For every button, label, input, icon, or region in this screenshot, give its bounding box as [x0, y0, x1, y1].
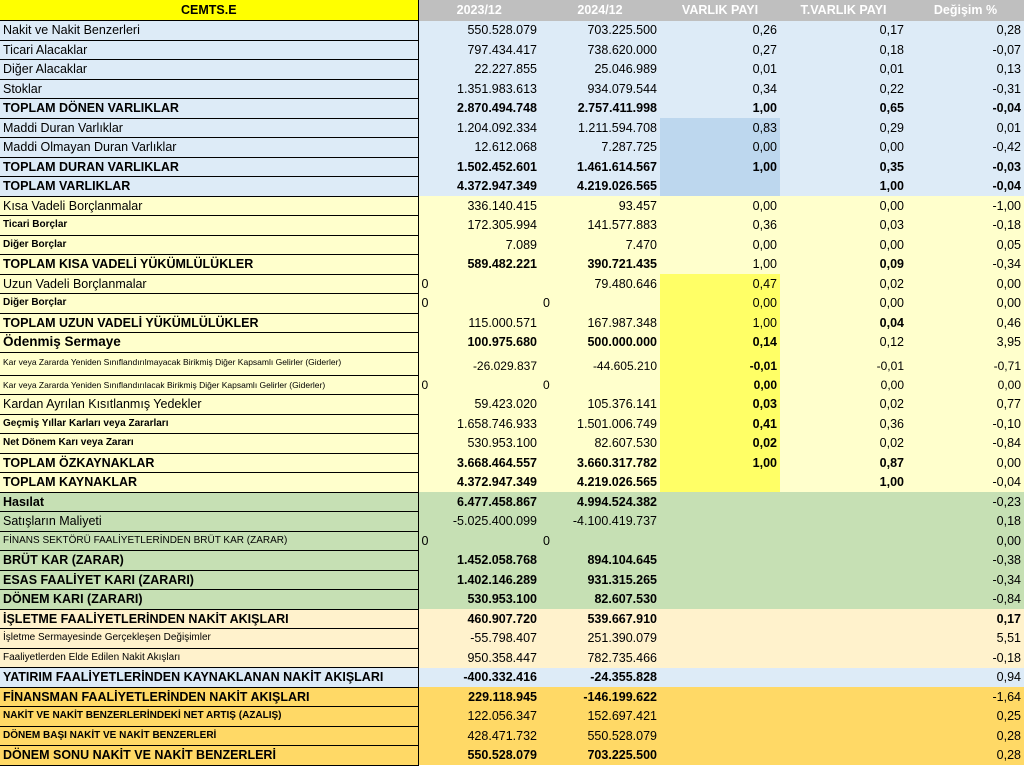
degisim[interactable]: -0,07 [907, 40, 1024, 60]
row-label[interactable]: Satışların Maliyeti [0, 512, 418, 532]
t-varlik-payi[interactable]: -0,01 [780, 352, 907, 375]
degisim[interactable]: -0,38 [907, 551, 1024, 571]
t-varlik-payi[interactable]: 0,22 [780, 79, 907, 99]
t-varlik-payi[interactable]: 0,36 [780, 414, 907, 434]
varlik-payi[interactable]: 0,36 [660, 216, 780, 236]
value-2023[interactable]: 0 [418, 375, 540, 395]
row-label[interactable]: Faaliyetlerden Elde Edilen Nakit Akışları [0, 648, 418, 668]
value-2023[interactable]: -55.798.407 [418, 629, 540, 649]
value-2023[interactable]: -26.029.837 [418, 352, 540, 375]
value-2024[interactable]: -4.100.419.737 [540, 512, 660, 532]
row-label[interactable]: TOPLAM ÖZKAYNAKLAR [0, 453, 418, 473]
degisim[interactable]: -0,04 [907, 177, 1024, 197]
t-varlik-payi[interactable]: 0,35 [780, 157, 907, 177]
row-label[interactable]: TOPLAM DURAN VARLIKLAR [0, 157, 418, 177]
varlik-payi[interactable] [660, 648, 780, 668]
t-varlik-payi[interactable] [780, 512, 907, 532]
table-row [0, 512, 1024, 532]
t-varlik-payi[interactable] [780, 746, 907, 766]
table-row [0, 687, 1024, 707]
value-2024[interactable]: 7.470 [540, 235, 660, 255]
value-2023[interactable]: 336.140.415 [418, 196, 540, 216]
degisim[interactable]: 3,95 [907, 333, 1024, 353]
varlik-payi[interactable] [660, 746, 780, 766]
t-varlik-payi[interactable]: 0,01 [780, 60, 907, 80]
row-label[interactable]: Diğer Alacaklar [0, 60, 418, 80]
value-2023[interactable]: 3.668.464.557 [418, 453, 540, 473]
degisim[interactable]: -0,18 [907, 216, 1024, 236]
value-2024[interactable]: 2.757.411.998 [540, 99, 660, 119]
degisim[interactable]: 0,00 [907, 453, 1024, 473]
value-2023[interactable]: 428.471.732 [418, 726, 540, 746]
t-varlik-payi[interactable]: 0,00 [780, 235, 907, 255]
row-label[interactable]: TOPLAM UZUN VADELİ YÜKÜMLÜLÜKLER [0, 313, 418, 333]
varlik-payi[interactable] [660, 473, 780, 493]
table-row [0, 726, 1024, 746]
value-2024[interactable]: -24.355.828 [540, 668, 660, 688]
t-varlik-payi[interactable]: 0,00 [780, 375, 907, 395]
table-row [0, 609, 1024, 629]
value-2024[interactable]: -44.605.210 [540, 352, 660, 375]
degisim[interactable]: -0,23 [907, 492, 1024, 512]
degisim[interactable]: 0,05 [907, 235, 1024, 255]
table-row [0, 648, 1024, 668]
table-row [0, 313, 1024, 333]
table-row [0, 294, 1024, 314]
value-2024[interactable]: 3.660.317.782 [540, 453, 660, 473]
degisim[interactable]: -0,10 [907, 414, 1024, 434]
value-2023[interactable]: 460.907.720 [418, 609, 540, 629]
row-label[interactable]: Nakit ve Nakit Benzerleri [0, 21, 418, 41]
value-2023[interactable]: 1.351.983.613 [418, 79, 540, 99]
value-2023[interactable]: 530.953.100 [418, 590, 540, 610]
value-2024[interactable]: 1.501.006.749 [540, 414, 660, 434]
value-2024[interactable]: 93.457 [540, 196, 660, 216]
degisim[interactable]: -0,84 [907, 434, 1024, 454]
t-varlik-payi[interactable]: 0,04 [780, 313, 907, 333]
varlik-payi[interactable]: 0,27 [660, 40, 780, 60]
table-row [0, 414, 1024, 434]
degisim[interactable]: -0,34 [907, 255, 1024, 275]
varlik-payi[interactable]: 1,00 [660, 255, 780, 275]
value-2024[interactable]: 167.987.348 [540, 313, 660, 333]
varlik-payi[interactable]: 0,34 [660, 79, 780, 99]
degisim[interactable]: 0,46 [907, 313, 1024, 333]
degisim[interactable]: 0,00 [907, 531, 1024, 551]
table-row [0, 434, 1024, 454]
value-2023[interactable]: 229.118.945 [418, 687, 540, 707]
value-2024[interactable]: 550.528.079 [540, 726, 660, 746]
t-varlik-payi[interactable]: 0,65 [780, 99, 907, 119]
table-row [0, 196, 1024, 216]
value-2023[interactable]: 1.402.146.289 [418, 570, 540, 590]
table-row [0, 274, 1024, 294]
t-varlik-payi[interactable] [780, 609, 907, 629]
t-varlik-payi[interactable]: 0,02 [780, 274, 907, 294]
degisim[interactable]: -0,31 [907, 79, 1024, 99]
varlik-payi[interactable]: 0,03 [660, 395, 780, 415]
varlik-payi[interactable]: -0,01 [660, 352, 780, 375]
t-varlik-payi[interactable] [780, 570, 907, 590]
value-2023[interactable]: -5.025.400.099 [418, 512, 540, 532]
table-row [0, 60, 1024, 80]
table-row [0, 79, 1024, 99]
varlik-payi[interactable] [660, 590, 780, 610]
table-row [0, 453, 1024, 473]
value-2024[interactable]: 1.461.614.567 [540, 157, 660, 177]
row-label[interactable]: FİNANSMAN FAALİYETLERİNDEN NAKİT AKIŞLARI [0, 687, 418, 707]
row-label[interactable]: FİNANS SEKTÖRÜ FAALİYETLERİNDEN BRÜT KAR (ZARAR) [0, 531, 418, 551]
row-label[interactable]: BRÜT KAR (ZARAR) [0, 551, 418, 571]
value-2024[interactable]: 82.607.530 [540, 590, 660, 610]
table-row [0, 570, 1024, 590]
row-label[interactable]: Maddi Duran Varlıklar [0, 118, 418, 138]
table-row [0, 216, 1024, 236]
value-2024[interactable]: 7.287.725 [540, 138, 660, 158]
t-varlik-payi[interactable]: 0,12 [780, 333, 907, 353]
varlik-payi[interactable] [660, 609, 780, 629]
varlik-payi[interactable]: 1,00 [660, 453, 780, 473]
varlik-payi[interactable]: 1,00 [660, 313, 780, 333]
t-varlik-payi[interactable]: 0,09 [780, 255, 907, 275]
value-2024[interactable]: 152.697.421 [540, 707, 660, 727]
degisim[interactable]: 0,77 [907, 395, 1024, 415]
table-row [0, 551, 1024, 571]
row-label[interactable]: Geçmiş Yıllar Karları veya Zararları [0, 414, 418, 434]
value-2024[interactable]: 105.376.141 [540, 395, 660, 415]
value-2023[interactable]: 100.975.680 [418, 333, 540, 353]
value-2023[interactable]: 2.870.494.748 [418, 99, 540, 119]
value-2023[interactable]: 550.528.079 [418, 21, 540, 41]
value-2024[interactable]: 141.577.883 [540, 216, 660, 236]
row-label[interactable]: Diğer Borçlar [0, 235, 418, 255]
degisim[interactable]: 0,28 [907, 21, 1024, 41]
varlik-payi[interactable] [660, 492, 780, 512]
varlik-payi[interactable]: 0,41 [660, 414, 780, 434]
degisim[interactable]: 0,25 [907, 707, 1024, 727]
table-row [0, 352, 1024, 375]
degisim[interactable]: -0,04 [907, 99, 1024, 119]
row-label[interactable]: TOPLAM DÖNEN VARLIKLAR [0, 99, 418, 119]
value-2023[interactable]: 4.372.947.349 [418, 473, 540, 493]
table-row [0, 235, 1024, 255]
varlik-payi[interactable]: 0,02 [660, 434, 780, 454]
table-row [0, 629, 1024, 649]
value-2023[interactable]: 6.477.458.867 [418, 492, 540, 512]
header-2023[interactable]: 2023/12 [418, 0, 540, 21]
value-2023[interactable]: -400.332.416 [418, 668, 540, 688]
value-2024[interactable]: 931.315.265 [540, 570, 660, 590]
varlik-payi[interactable] [660, 707, 780, 727]
value-2023[interactable]: 12.612.068 [418, 138, 540, 158]
t-varlik-payi[interactable]: 0,17 [780, 21, 907, 41]
value-2024[interactable]: -146.199.622 [540, 687, 660, 707]
varlik-payi[interactable]: 0,00 [660, 375, 780, 395]
value-2023[interactable]: 172.305.994 [418, 216, 540, 236]
row-label[interactable]: TOPLAM KISA VADELİ YÜKÜMLÜLÜKLER [0, 255, 418, 275]
row-label[interactable]: YATIRIM FAALİYETLERİNDEN KAYNAKLANAN NAKİT AKIŞLARI [0, 668, 418, 688]
value-2023[interactable]: 950.358.447 [418, 648, 540, 668]
varlik-payi[interactable] [660, 551, 780, 571]
table-row [0, 177, 1024, 197]
value-2024[interactable]: 703.225.500 [540, 21, 660, 41]
varlik-payi[interactable] [660, 512, 780, 532]
row-label[interactable]: İşletme Sermayesinde Gerçekleşen Değişimler [0, 629, 418, 649]
degisim[interactable]: 0,00 [907, 375, 1024, 395]
table-row [0, 21, 1024, 41]
value-2024[interactable]: 4.219.026.565 [540, 177, 660, 197]
table-row [0, 668, 1024, 688]
row-label[interactable]: NAKİT VE NAKİT BENZERLERİNDEKİ NET ARTIŞ (AZALIŞ) [0, 707, 418, 727]
row-label[interactable]: Kar veya Zararda Yeniden Sınıflandırılmayacak Birikmiş Diğer Kapsamlı Gelirler (Giderler) [0, 352, 418, 375]
t-varlik-payi[interactable] [780, 726, 907, 746]
table-row [0, 40, 1024, 60]
degisim[interactable]: -0,42 [907, 138, 1024, 158]
t-varlik-payi[interactable] [780, 531, 907, 551]
t-varlik-payi[interactable]: 1,00 [780, 177, 907, 197]
value-2023[interactable]: 115.000.571 [418, 313, 540, 333]
degisim[interactable]: -1,00 [907, 196, 1024, 216]
table-row [0, 157, 1024, 177]
degisim[interactable]: -0,71 [907, 352, 1024, 375]
value-2024[interactable]: 500.000.000 [540, 333, 660, 353]
row-label[interactable]: DÖNEM BAŞI NAKİT VE NAKİT BENZERLERİ [0, 726, 418, 746]
value-2024[interactable]: 251.390.079 [540, 629, 660, 649]
varlik-payi[interactable] [660, 687, 780, 707]
varlik-payi[interactable] [660, 531, 780, 551]
table-row [0, 746, 1024, 766]
varlik-payi[interactable]: 1,00 [660, 99, 780, 119]
value-2024[interactable]: 1.211.594.708 [540, 118, 660, 138]
degisim[interactable]: 0,17 [907, 609, 1024, 629]
table-row [0, 99, 1024, 119]
t-varlik-payi[interactable] [780, 687, 907, 707]
degisim[interactable]: -0,34 [907, 570, 1024, 590]
t-varlik-payi[interactable] [780, 648, 907, 668]
t-varlik-payi[interactable]: 0,00 [780, 138, 907, 158]
value-2024[interactable]: 934.079.544 [540, 79, 660, 99]
row-label[interactable]: Net Dönem Karı veya Zararı [0, 434, 418, 454]
t-varlik-payi[interactable] [780, 590, 907, 610]
value-2024[interactable]: 894.104.645 [540, 551, 660, 571]
degisim[interactable]: 0,00 [907, 274, 1024, 294]
value-2024[interactable]: 82.607.530 [540, 434, 660, 454]
header-degisim[interactable]: Değişim % [907, 0, 1024, 21]
t-varlik-payi[interactable]: 0,02 [780, 395, 907, 415]
t-varlik-payi[interactable]: 0,00 [780, 196, 907, 216]
value-2023[interactable]: 122.056.347 [418, 707, 540, 727]
t-varlik-payi[interactable]: 0,00 [780, 294, 907, 314]
header-varlik-payi[interactable]: VARLIK PAYI [660, 0, 780, 21]
degisim[interactable]: 0,00 [907, 294, 1024, 314]
varlik-payi[interactable]: 0,14 [660, 333, 780, 353]
row-label[interactable]: DÖNEM SONU NAKİT VE NAKİT BENZERLERİ [0, 746, 418, 766]
varlik-payi[interactable] [660, 726, 780, 746]
value-2024[interactable]: 0 [540, 531, 660, 551]
value-2024[interactable]: 25.046.989 [540, 60, 660, 80]
value-2023[interactable]: 1.658.746.933 [418, 414, 540, 434]
varlik-payi[interactable]: 0,26 [660, 21, 780, 41]
degisim[interactable]: 5,51 [907, 629, 1024, 649]
value-2023[interactable]: 1.452.058.768 [418, 551, 540, 571]
varlik-payi[interactable]: 0,00 [660, 196, 780, 216]
value-2024[interactable]: 703.225.500 [540, 746, 660, 766]
t-varlik-payi[interactable] [780, 707, 907, 727]
value-2023[interactable]: 59.423.020 [418, 395, 540, 415]
degisim[interactable]: -1,64 [907, 687, 1024, 707]
table-row [0, 118, 1024, 138]
value-2023[interactable]: 797.434.417 [418, 40, 540, 60]
row-label[interactable]: Maddi Olmayan Duran Varlıklar [0, 138, 418, 158]
table-row [0, 375, 1024, 395]
row-label[interactable]: Diğer Borçlar [0, 294, 418, 314]
value-2024[interactable]: 4.219.026.565 [540, 473, 660, 493]
t-varlik-payi[interactable] [780, 492, 907, 512]
row-label[interactable]: Ticari Alacaklar [0, 40, 418, 60]
value-2023[interactable]: 7.089 [418, 235, 540, 255]
value-2024[interactable]: 539.667.910 [540, 609, 660, 629]
degisim[interactable]: -0,18 [907, 648, 1024, 668]
row-label[interactable]: Kısa Vadeli Borçlanmalar [0, 196, 418, 216]
row-label[interactable]: Uzun Vadeli Borçlanmalar [0, 274, 418, 294]
table-row [0, 590, 1024, 610]
t-varlik-payi[interactable]: 1,00 [780, 473, 907, 493]
varlik-payi[interactable]: 0,00 [660, 235, 780, 255]
row-label[interactable]: DÖNEM KARI (ZARARI) [0, 590, 418, 610]
table-row [0, 531, 1024, 551]
table-row [0, 333, 1024, 353]
t-varlik-payi[interactable]: 0,03 [780, 216, 907, 236]
row-label[interactable]: Ticari Borçlar [0, 216, 418, 236]
t-varlik-payi[interactable]: 0,18 [780, 40, 907, 60]
header-2024[interactable]: 2024/12 [540, 0, 660, 21]
varlik-payi[interactable]: 0,00 [660, 294, 780, 314]
row-label[interactable]: TOPLAM KAYNAKLAR [0, 473, 418, 493]
header-row [0, 0, 1024, 21]
table-row [0, 138, 1024, 158]
degisim[interactable]: -0,03 [907, 157, 1024, 177]
value-2023[interactable]: 550.528.079 [418, 746, 540, 766]
t-varlik-payi[interactable]: 0,02 [780, 434, 907, 454]
statement-rows [0, 21, 1024, 766]
varlik-payi[interactable]: 1,00 [660, 157, 780, 177]
value-2024[interactable]: 0 [540, 375, 660, 395]
table-row [0, 255, 1024, 275]
degisim[interactable]: 0,18 [907, 512, 1024, 532]
table-row [0, 492, 1024, 512]
varlik-payi[interactable]: 0,47 [660, 274, 780, 294]
row-label[interactable]: Hasılat [0, 492, 418, 512]
varlik-payi[interactable]: 0,01 [660, 60, 780, 80]
value-2023[interactable]: 589.482.221 [418, 255, 540, 275]
value-2023[interactable]: 1.502.452.601 [418, 157, 540, 177]
value-2023[interactable]: 0 [418, 531, 540, 551]
degisim[interactable]: -0,84 [907, 590, 1024, 610]
table-row [0, 395, 1024, 415]
t-varlik-payi[interactable] [780, 668, 907, 688]
row-label[interactable]: Stoklar [0, 79, 418, 99]
value-2024[interactable]: 738.620.000 [540, 40, 660, 60]
row-label[interactable]: ESAS FAALİYET KARI (ZARARI) [0, 570, 418, 590]
value-2024[interactable]: 782.735.466 [540, 648, 660, 668]
value-2024[interactable]: 390.721.435 [540, 255, 660, 275]
value-2023[interactable]: 1.204.092.334 [418, 118, 540, 138]
degisim[interactable]: -0,04 [907, 473, 1024, 493]
varlik-payi[interactable] [660, 177, 780, 197]
degisim[interactable]: 0,28 [907, 746, 1024, 766]
t-varlik-payi[interactable]: 0,29 [780, 118, 907, 138]
row-label[interactable]: Kar veya Zararda Yeniden Sınıflandırılacak Birikmiş Diğer Kapsamlı Gelirler (Giderler) [0, 375, 418, 395]
value-2023[interactable]: 0 [418, 294, 540, 314]
degisim[interactable]: 0,94 [907, 668, 1024, 688]
varlik-payi[interactable]: 0,00 [660, 138, 780, 158]
table-row [0, 473, 1024, 493]
value-2023[interactable]: 530.953.100 [418, 434, 540, 454]
value-2024[interactable]: 0 [540, 294, 660, 314]
table-row [0, 707, 1024, 727]
header-t-varlik-payi[interactable]: T.VARLIK PAYI [780, 0, 907, 21]
varlik-payi[interactable] [660, 668, 780, 688]
value-2023[interactable]: 4.372.947.349 [418, 177, 540, 197]
row-label[interactable]: İŞLETME FAALİYETLERİNDEN NAKİT AKIŞLARI [0, 609, 418, 629]
degisim[interactable]: 0,28 [907, 726, 1024, 746]
varlik-payi[interactable] [660, 629, 780, 649]
degisim[interactable]: 0,13 [907, 60, 1024, 80]
row-label[interactable]: Ödenmiş Sermaye [0, 333, 418, 353]
row-label[interactable]: TOPLAM VARLIKLAR [0, 177, 418, 197]
value-2024[interactable]: 4.994.524.382 [540, 492, 660, 512]
row-label[interactable]: Kardan Ayrılan Kısıtlanmış Yedekler [0, 395, 418, 415]
value-2024[interactable]: 79.480.646 [540, 274, 660, 294]
varlik-payi[interactable] [660, 570, 780, 590]
t-varlik-payi[interactable] [780, 551, 907, 571]
t-varlik-payi[interactable] [780, 629, 907, 649]
value-2023[interactable]: 22.227.855 [418, 60, 540, 80]
t-varlik-payi[interactable]: 0,87 [780, 453, 907, 473]
value-2023[interactable]: 0 [418, 274, 540, 294]
header-ticker[interactable]: CEMTS.E [0, 0, 418, 21]
degisim[interactable]: 0,01 [907, 118, 1024, 138]
varlik-payi[interactable]: 0,83 [660, 118, 780, 138]
